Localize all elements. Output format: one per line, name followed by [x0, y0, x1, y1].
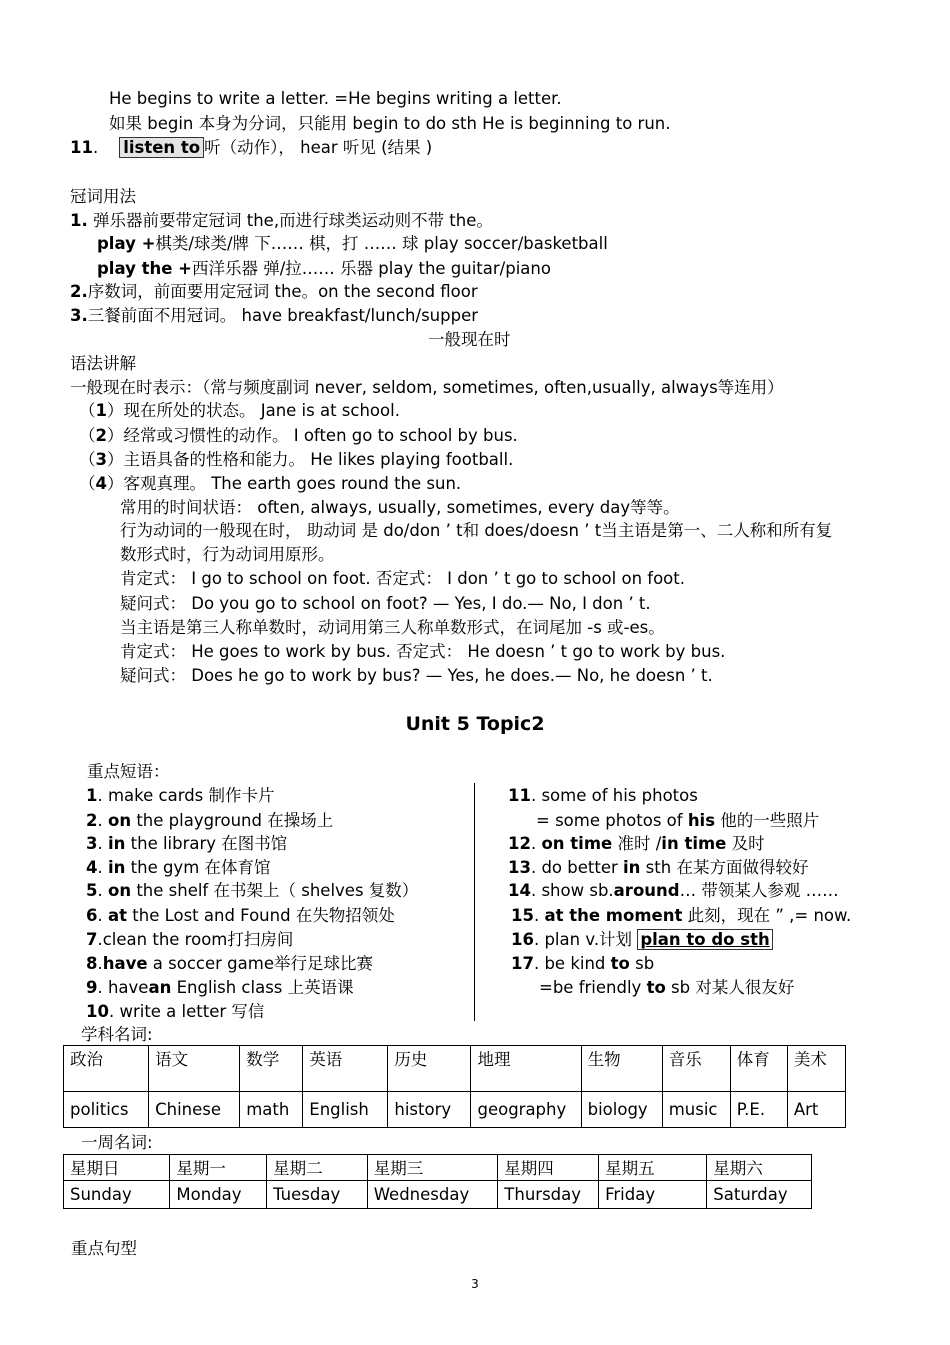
article-rule-play-the — [97, 259, 551, 279]
bold-phrase: on — [107, 881, 132, 900]
grammar-line: 当主语是第三人称单数时，动词用第三人称单数形式，在词尾加 -s 或-es。 — [120, 618, 665, 637]
bold-phrase: on time — [541, 834, 613, 853]
table-cell: 星期四 — [498, 1155, 599, 1181]
table-cell: Sunday — [64, 1181, 170, 1209]
subjects-table — [63, 1045, 846, 1128]
phrase-item — [508, 786, 698, 806]
bold-phrase: in time — [661, 834, 727, 853]
text: =be friendly — [539, 978, 647, 997]
item-number: 1 — [86, 786, 98, 805]
text: . do better — [530, 858, 624, 877]
table-cell: 音乐 — [662, 1046, 730, 1092]
week-table — [63, 1154, 812, 1209]
item-number: 10 — [86, 1002, 109, 1021]
text: . — [97, 858, 108, 877]
table-cell: 星期二 — [267, 1155, 368, 1181]
table-cell: 星期五 — [599, 1155, 707, 1181]
table-cell: 体育 — [730, 1046, 787, 1092]
text: . plan v.计划 — [533, 930, 638, 949]
item-number: 4 — [86, 858, 98, 877]
article-rule-1 — [70, 211, 493, 231]
numbered-line — [70, 138, 432, 158]
grammar-center-title: 一般现在时 — [428, 330, 511, 349]
table-cell: Tuesday — [267, 1181, 368, 1209]
article-rule-2 — [70, 282, 478, 302]
text-line: 如果 begin 本身为分词，只能用 begin to do sth He is beginning to run. — [109, 114, 671, 133]
bold-phrase: in — [107, 834, 126, 853]
phrase-item — [86, 811, 333, 831]
bold-phrase: around — [613, 881, 680, 900]
grammar-item: （4）客观真理。 The earth goes round the sun. — [79, 474, 462, 493]
text: . make cards 制作卡片 — [97, 786, 275, 805]
phrase-item: 15. at the moment 此刻，现在 ” ,= now. — [511, 906, 852, 925]
bold-phrase: on — [107, 811, 132, 830]
table-cell: history — [388, 1092, 471, 1128]
text: = some photos of — [536, 811, 688, 830]
table-cell: Art — [787, 1092, 845, 1128]
item-number: 11 — [70, 138, 93, 157]
page-number: 3 — [471, 1277, 479, 1291]
text: 弹乐器前要带定冠词 the,而进行球类运动则不带 the。 — [87, 211, 493, 230]
item-number: 3. — [70, 306, 88, 325]
text: sb — [629, 954, 655, 973]
bold-phrase: in — [107, 858, 126, 877]
text: 他的一些照片 — [715, 811, 820, 830]
article-rule-3 — [70, 306, 478, 326]
item-number: 12 — [508, 834, 531, 853]
bold-phrase: have — [102, 954, 148, 973]
grammar-line: 肯定式： I go to school on foot. 否定式： I don ’ t go to school on foot. — [120, 569, 685, 588]
text: 三餐前面不用冠词。 have breakfast/lunch/supper — [87, 306, 479, 325]
table-cell: Chinese — [149, 1092, 240, 1128]
item-number: 7 — [86, 930, 98, 949]
grammar-item: （1）现在所处的状态。 Jane is at school. — [79, 401, 400, 420]
item-number: 2 — [86, 811, 98, 830]
table-cell: 语文 — [149, 1046, 240, 1092]
text: ）主语具备的性格和能力。 He likes playing football. — [106, 450, 514, 469]
text: 棋类/球类/牌 下…… 棋，打 …… 球 play soccer/basketball — [155, 234, 608, 253]
text: . — [97, 906, 108, 925]
item-number: 3 — [86, 834, 98, 853]
boxed-phrase: listen to — [119, 137, 204, 158]
bold-phrase: play + — [97, 234, 156, 253]
text: 准时 / — [612, 834, 662, 853]
section-heading: 一周名词: — [81, 1133, 153, 1152]
text: . be kind — [533, 954, 611, 973]
table-cell: Wednesday — [367, 1181, 498, 1209]
table-cell: 生物 — [581, 1046, 662, 1092]
phrase-item — [86, 906, 395, 926]
item-number: 16 — [511, 930, 534, 949]
table-cell: P.E. — [730, 1092, 787, 1128]
item-number: 1. — [70, 211, 88, 230]
text: . — [97, 811, 108, 830]
section-heading: 冠词用法 — [70, 187, 136, 206]
text: 此刻，现在 ” ,= now. — [682, 906, 852, 925]
grammar-intro: 一般现在时表示：（常与频度副词 never, seldom, sometimes, often,usually, always等连用） — [70, 378, 784, 397]
table-cell: Monday — [170, 1181, 267, 1209]
table-cell: 历史 — [388, 1046, 471, 1092]
text: the playground 在操场上 — [131, 811, 334, 830]
phrase-item — [536, 811, 819, 831]
phrase-item — [86, 1002, 264, 1022]
text: . — [97, 881, 108, 900]
table-cell: 星期一 — [170, 1155, 267, 1181]
item-number: 8 — [86, 954, 98, 973]
table-row — [64, 1046, 846, 1092]
section-heading: 重点句型 — [71, 1239, 137, 1258]
section-heading: 重点短语： — [87, 762, 170, 781]
bold-phrase: his — [687, 811, 716, 830]
text: the library 在图书馆 — [125, 834, 288, 853]
text: English class 上英语课 — [171, 978, 354, 997]
phrase-item — [508, 858, 808, 878]
table-cell: 地理 — [471, 1046, 581, 1092]
text: . some of his photos — [530, 786, 698, 805]
grammar-line: 疑问式： Do you go to school on foot? — Yes, I do.— No, I don ’ t. — [120, 594, 651, 613]
phrase-item — [86, 834, 287, 854]
text: sb 对某人很友好 — [665, 978, 795, 997]
item-number: 2 — [95, 426, 107, 445]
bold-phrase: at the moment — [544, 906, 683, 925]
item-number: 4 — [95, 474, 107, 493]
text: 及时 — [726, 834, 765, 853]
text: 序数词，前面要用定冠词 the。on the second floor — [87, 282, 478, 301]
column-divider — [474, 783, 475, 1021]
phrase-item — [511, 954, 654, 974]
table-cell: Friday — [599, 1181, 707, 1209]
text: 听（动作）， hear 听见 (结果 ) — [204, 138, 433, 157]
grammar-item: （3）主语具备的性格和能力。 He likes playing football. — [79, 450, 514, 469]
text: . show sb. — [530, 881, 614, 900]
table-cell: Thursday — [498, 1181, 599, 1209]
text: 西洋乐器 弹/拉…… 乐器 play the guitar/piano — [192, 259, 551, 278]
phrase-item — [508, 881, 839, 901]
phrase-item — [86, 786, 275, 806]
table-cell: 美术 — [787, 1046, 845, 1092]
text: the Lost and Found 在失物招领处 — [127, 906, 395, 925]
table-cell: 数学 — [240, 1046, 303, 1092]
text: .clean the room打扫房间 — [97, 930, 294, 949]
text: . have — [97, 978, 149, 997]
item-number: 15 — [511, 906, 534, 925]
item-number: 6 — [86, 906, 98, 925]
phrase-item — [511, 930, 773, 950]
bold-phrase: to — [610, 954, 630, 973]
item-number: 11 — [508, 786, 531, 805]
table-cell: English — [303, 1092, 388, 1128]
text-line: He begins to write a letter. =He begins writing a letter. — [109, 89, 562, 108]
table-cell: biology — [581, 1092, 662, 1128]
phrase-item: 12. on time 准时 /in time 及时 — [508, 834, 765, 853]
grammar-item: （2）经常或习惯性的动作。 I often go to school by bus. — [79, 426, 518, 445]
grammar-line: 肯定式： He goes to work by bus. 否定式： He doesn ’ t go to work by bus. — [120, 642, 726, 661]
table-row — [64, 1092, 846, 1128]
bold-phrase: an — [148, 978, 172, 997]
bold-phrase: in — [623, 858, 641, 877]
item-number: 2. — [70, 282, 88, 301]
text: the shelf 在书架上（ shelves 复数） — [131, 881, 419, 900]
bold-phrase: play the + — [97, 259, 192, 278]
text: ）客观真理。 The earth goes round the sun. — [106, 474, 462, 493]
text: . write a letter 写信 — [108, 1002, 265, 1021]
grammar-line: 疑问式： Does he go to work by bus? — Yes, he does.— No, he doesn ’ t. — [120, 666, 713, 685]
item-number: 13 — [508, 858, 531, 877]
table-cell: geography — [471, 1092, 581, 1128]
article-rule-play — [97, 234, 608, 254]
table-cell: 政治 — [64, 1046, 149, 1092]
table-row — [64, 1155, 812, 1181]
item-number: 1 — [95, 401, 107, 420]
table-cell: 英语 — [303, 1046, 388, 1092]
table-cell: 星期日 — [64, 1155, 170, 1181]
text: the gym 在体育馆 — [125, 858, 271, 877]
item-number: 3 — [95, 450, 107, 469]
bold-phrase: at — [107, 906, 128, 925]
boxed-phrase: plan to do sth — [637, 929, 772, 950]
text: . — [97, 954, 103, 973]
table-cell: music — [662, 1092, 730, 1128]
table-cell: math — [240, 1092, 303, 1128]
item-number: 17 — [511, 954, 534, 973]
table-row — [64, 1181, 812, 1209]
text: ）经常或习惯性的动作。 I often go to school by bus. — [106, 426, 518, 445]
section-heading: 语法讲解 — [70, 354, 136, 373]
phrase-item — [86, 858, 271, 878]
grammar-line: 行为动词的一般现在时， 助动词 是 do/don ’ t和 does/doesn ’ t当主语是第一、二人称和所有复 — [120, 521, 833, 540]
dot: . — [92, 138, 99, 157]
text: a soccer game举行足球比赛 — [147, 954, 373, 973]
item-number: 9 — [86, 978, 98, 997]
text: . — [97, 834, 108, 853]
bold-phrase: to — [646, 978, 666, 997]
unit-title: Unit 5 Topic2 — [405, 713, 545, 735]
item-number: 5 — [86, 881, 98, 900]
table-cell: 星期六 — [707, 1155, 812, 1181]
phrase-item — [539, 978, 794, 998]
phrase-item — [86, 954, 373, 974]
grammar-line: 常用的时间状语： often, always, usually, sometimes, every day等等。 — [120, 498, 680, 517]
grammar-line: 数形式时，行为动词用原形。 — [120, 545, 335, 564]
phrase-item — [86, 978, 354, 998]
phrase-item — [86, 881, 418, 901]
section-heading: 学科名词: — [81, 1025, 153, 1044]
item-number: 14 — [508, 881, 531, 900]
table-cell: 星期三 — [367, 1155, 498, 1181]
table-cell: politics — [64, 1092, 149, 1128]
phrase-item — [86, 930, 293, 950]
text: … 带领某人参观 …… — [679, 881, 839, 900]
table-cell: Saturday — [707, 1181, 812, 1209]
text: sth 在某方面做得较好 — [640, 858, 809, 877]
text: ）现在所处的状态。 Jane is at school. — [106, 401, 400, 420]
